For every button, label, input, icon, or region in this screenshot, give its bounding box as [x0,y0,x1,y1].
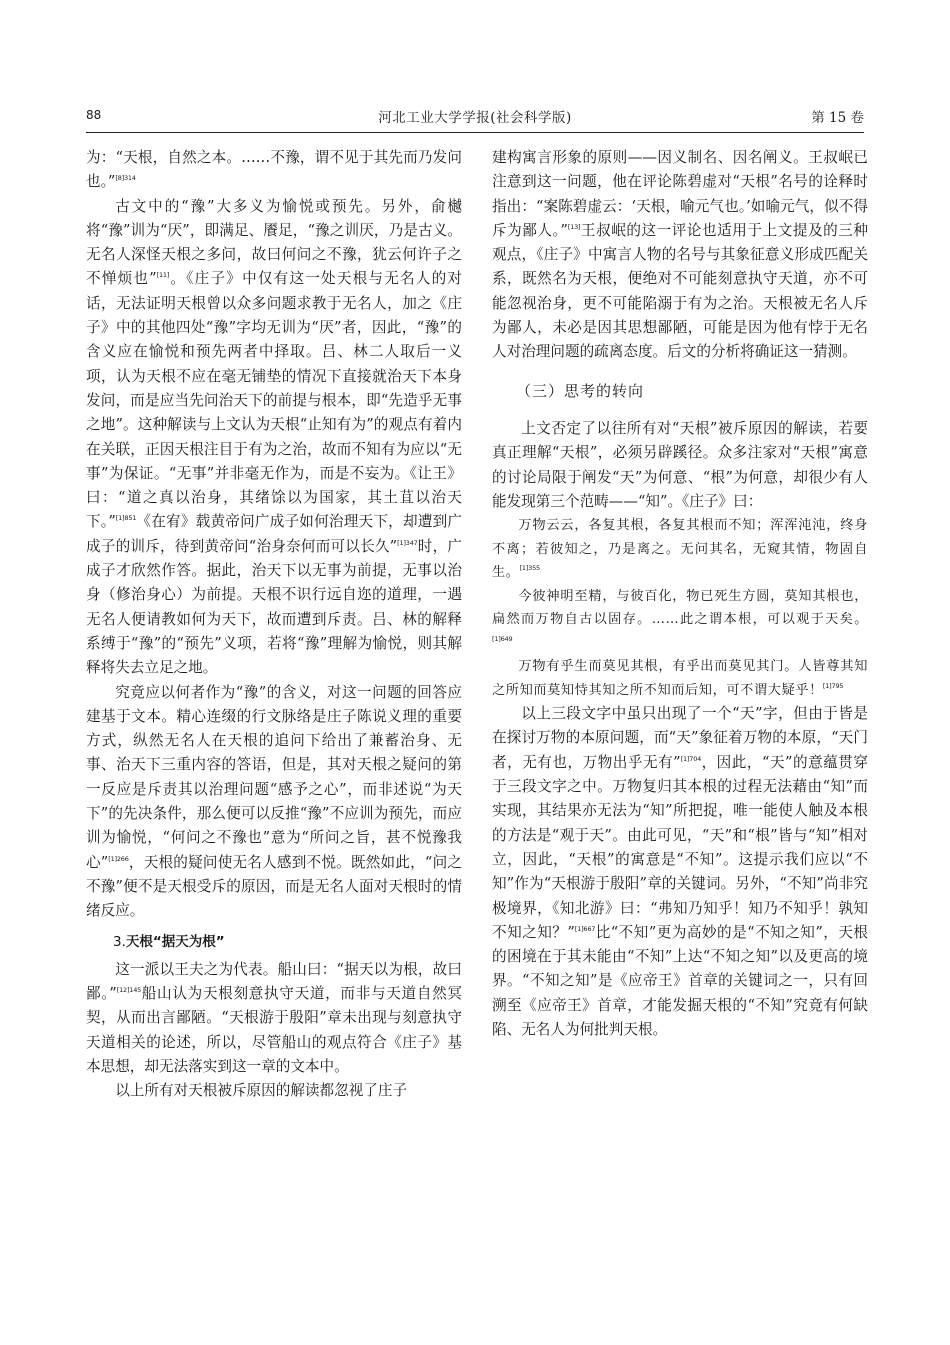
right-column [492,146,868,1042]
citation-ref: [1]649 [492,634,513,643]
paragraph: 古文中的“豫”大多义为愉悦或预先。另外，俞樾将“豫”训为“厌”，即满足、餍足，“豫之训厌，乃是古义。无名人深怪天根之多问，故曰何问之不豫，犹云何许子之不惮烦也”[11]。《庄子》中仅有这一处天根与无名人的对话，无法证明天根曾以众多问题求教于无名人，加之《庄子》中的其他四处“豫”字均无训为“厌”者，因此，“豫”的含义应在愉悦和预先两者中择取。吕、林二人取后一义项，认为天根不应在毫无铺垫的情况下直接就治天下本身发问，而是应当先问治天下的前提与根本，即“先造乎无事之地”。这种解读与上文认为天根“止知有为”的观点有着内在关联，正因天根注目于有为之治，故而不知有为应以“无事”为保证。“无事”并非毫无作为，而是不妄为。《让王》曰：“道之真以治身，其绪馀以为国家，其土苴以治天下。”$^{[1]851}$《在宥》载黄帝问广成子如何治理天下，却遭到广成子的训斥，待到黄帝问“治身奈何而可以长久”$^{[1]347}$时，广成子才欣然作答。据此，治天下以无事为前提，无事以治身（修治身心）为前提。天根不识行远自迩的道理，一遇无名人便请教如何为天下，故而遭到斥责。吕、林的解释系缚于“豫”的“预先”义项，若将“豫”理解为愉悦，则其解释将失去立足之地。 [86,197,462,677]
page-number: 88 [86,108,102,122]
citation-ref: [1]266 [108,854,129,863]
citation-ref: [13] [567,222,581,231]
quote-paragraph: 万物云云，各复其根，各复其根而不知；浑浑沌沌，终身不离；若彼知之，乃是离之。无问其名，无窥其情，物固自生。$^{[1]355}$ [492,518,868,581]
quote-paragraph: 今彼神明至精，与彼百化，物已死生方圆，莫知其根也，扁然而万物自古以固存。……此之谓本根，可以观于天矣。$^{[1]649}$ [492,588,868,643]
citation-ref: [1]355 [519,564,540,573]
paragraph: 以上所有对天根被斥原因的解读都忽视了庄子 [115,1082,408,1100]
citation-ref: [11] [156,271,170,280]
paragraph: 为：“天根，自然之本。……不豫，谓不见于其先而乃发问也。”$^{[8]314}$ [86,149,462,191]
volume-label: 第 15 卷 [811,110,864,126]
subsection-heading: 3.天根“据天为根” [113,933,225,950]
citation-ref: [12]145 [116,986,142,995]
paragraph: 上文否定了以往所有对“天根”被斥原因的解读，若要真正理解“天根”，必须另辟蹊径。众多注家对“天根”寓意的讨论局限于阐发“天”为何意、“根”为何意，却很少有人能发现第三个范畴——“知”。《庄子》曰： [492,419,868,510]
citation-ref: [1]704 [680,754,702,763]
citation-ref: [1]851 [115,514,137,523]
citation-ref: [1]347 [397,538,418,547]
block-quote [492,514,868,702]
quote-paragraph: 万物有乎生而莫见其根，有乎出而莫见其门。人皆尊其知之所知而莫知恃其知之所不知而后知，可不谓大疑乎！$^{[1]795}$ [492,659,868,698]
paragraph: 以上三段文字中虽只出现了一个“天”字，但由于皆是在探讨万物的本原问题，而“天”象征着万物的本原，“天门者，无有也，万物出乎无有”$^{[1]704}$，因此，“天”的意蕴贯穿于三段文字之中。万物复归其本根的过程无法藉由“知”而实现，其结果亦无法为“知”所把捉，唯一能使人触及本根的方法是“观于天”。由此可见，“天”和“根”皆与“知”相对立，因此，“天根”的寓意是“不知”。这提示我们应以“不知”作为“天根游于殷阳”章的关键词。另外，“不知”尚非究极境界，《知北游》曰：“弗知乃知乎！知乃不知乎！孰知不知之知？”$^{[1]667}$比“不知”更为高妙的是“不知之知”，天根的困境在于其未能由“不知”上达“不知之知”以及更高的境界。“不知之知”是《应帝王》首章的关键词之一，只有回溯至《应帝王》首章，才能发掘天根的“不知”究竟有何缺陷、无名人为何批判天根。 [492,705,868,1039]
citation-ref: [8]314 [115,174,136,183]
citation-ref: [1]667 [574,924,596,933]
journal-title: 河北工业大学学报(社会科学版) [378,110,572,126]
page-header [86,104,864,133]
paragraph: 建构寓言形象的原则——因义制名、因名阐义。王叔岷已注意到这一问题，他在评论陈碧虚对“天根”名号的诠释时指出：“案陈碧虚云：‘天根，喻元气也。’如喻元气，似不得斥为鄙人。”[13]王叔岷的这一评论也适用于上文提及的三种观点，《庄子》中寓言人物的名号与其象征意义形成匹配关系，既然名为天根，便绝对不可能刻意执守天道，亦不可能忽视治身，更不可能陷溺于有为之治。天根被无名人斥为鄙人，未必是因其思想鄙陋，可能是因为他有悖于无名人对治理问题的疏离态度。后文的分析将确证这一猜测。 [492,149,868,361]
paragraph: 究竟应以何者作为“豫”的含义，对这一问题的回答应建基于文本。精心连缀的行文脉络是庄子陈说义理的重要方式，纵然无名人在天根的追问下给出了兼蓄治身、无事、治天下三重内容的答语，但是，其对天根之疑问的第一反应是斥责其以治理问题“感予之心”，而非述说“为天下”的先决条件，那么便可以反推“豫”不应训为预先，而应训为愉悦，“何问之不豫也”意为“所问之旨，甚不悦豫我心”$^{[1]266}$，天根的疑问使无名人感到不悦。既然如此，“问之不豫”便不是天根受斥的原因，而是无名人面对天根时的情绪反应。 [86,683,462,920]
citation-ref: [1]795 [822,681,844,690]
paragraph: 这一派以王夫之为代表。船山曰：“据天以为根，故曰鄙。”$^{[12]145}$船山认为天根刻意执守天道，而非与天道自然冥契，从而出言鄙陋。“天根游于殷阳”章未出现与刻意执守天道相关的论述，所以，尽管船山的观点符合《庄子》基本思想，却无法落实到这一章的文本中。 [86,960,462,1075]
section-heading: （三）思考的转向 [516,381,645,400]
left-column [86,146,462,1104]
